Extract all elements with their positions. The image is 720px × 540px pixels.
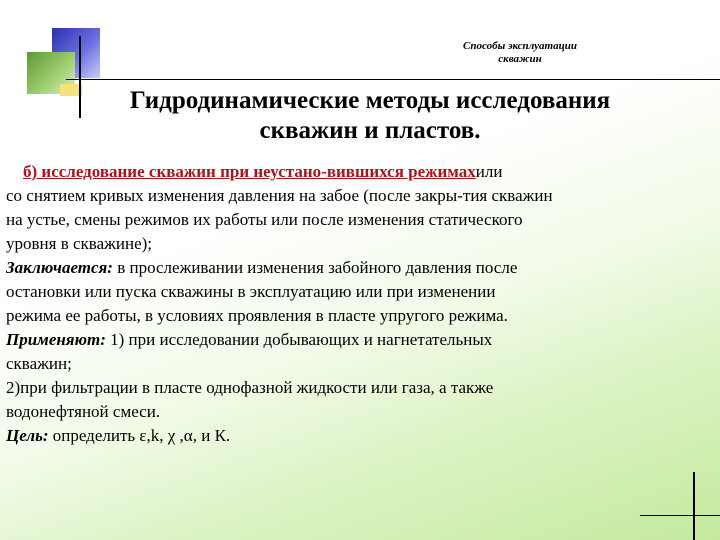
body-line: режима ее работы, в условиях проявления в пласте упругого режима. [6, 306, 508, 325]
decor-corner-vertical-line [693, 472, 695, 540]
applied-label: Применяют: [6, 330, 106, 349]
body-line [6, 256, 720, 280]
slide-title-line2: скважин и пластов. [259, 117, 481, 144]
consists-label: Заключается: [6, 258, 113, 277]
body-line [6, 160, 720, 184]
goal-label: Цель: [6, 426, 49, 445]
header-subject [420, 40, 620, 66]
header-subject-line1: Способы эксплуатации [463, 40, 577, 52]
slide-title-line1: Гидродинамические методы исследования [129, 87, 611, 114]
body-line: скважин; [6, 354, 72, 373]
body-line: водонефтяной смеси. [6, 402, 161, 421]
slide-title [70, 86, 670, 146]
goal-text: определить ε,k, χ ,α, и К. [48, 426, 231, 445]
consists-text: в прослеживании изменения забойного давления после [112, 258, 518, 277]
body-line: остановки или пуска скважины в эксплуатацию или при изменении [6, 282, 496, 301]
decor-corner-horizontal-line [640, 515, 720, 516]
body-line: 2)при фильтрации в пласте однофазной жидкости или газа, а также [6, 378, 494, 397]
section-b-heading: б) исследование скважин при неустано-вившихся режимах [23, 162, 476, 181]
body-line [6, 424, 720, 448]
applied-text: 1) при исследовании добывающих и нагнетательных [105, 330, 493, 349]
body-line: уровня в скважине); [6, 234, 152, 253]
section-b-text: или [475, 162, 503, 181]
slide-body [6, 160, 720, 448]
body-line: со снятием кривых изменения давления на забое (после закры-тия скважин [6, 186, 553, 205]
body-line [6, 328, 720, 352]
body-line: на устье, смены режимов их работы или после изменения статического [6, 210, 523, 229]
decor-horizontal-line [66, 79, 720, 80]
header-subject-line2: скважин [498, 53, 542, 65]
